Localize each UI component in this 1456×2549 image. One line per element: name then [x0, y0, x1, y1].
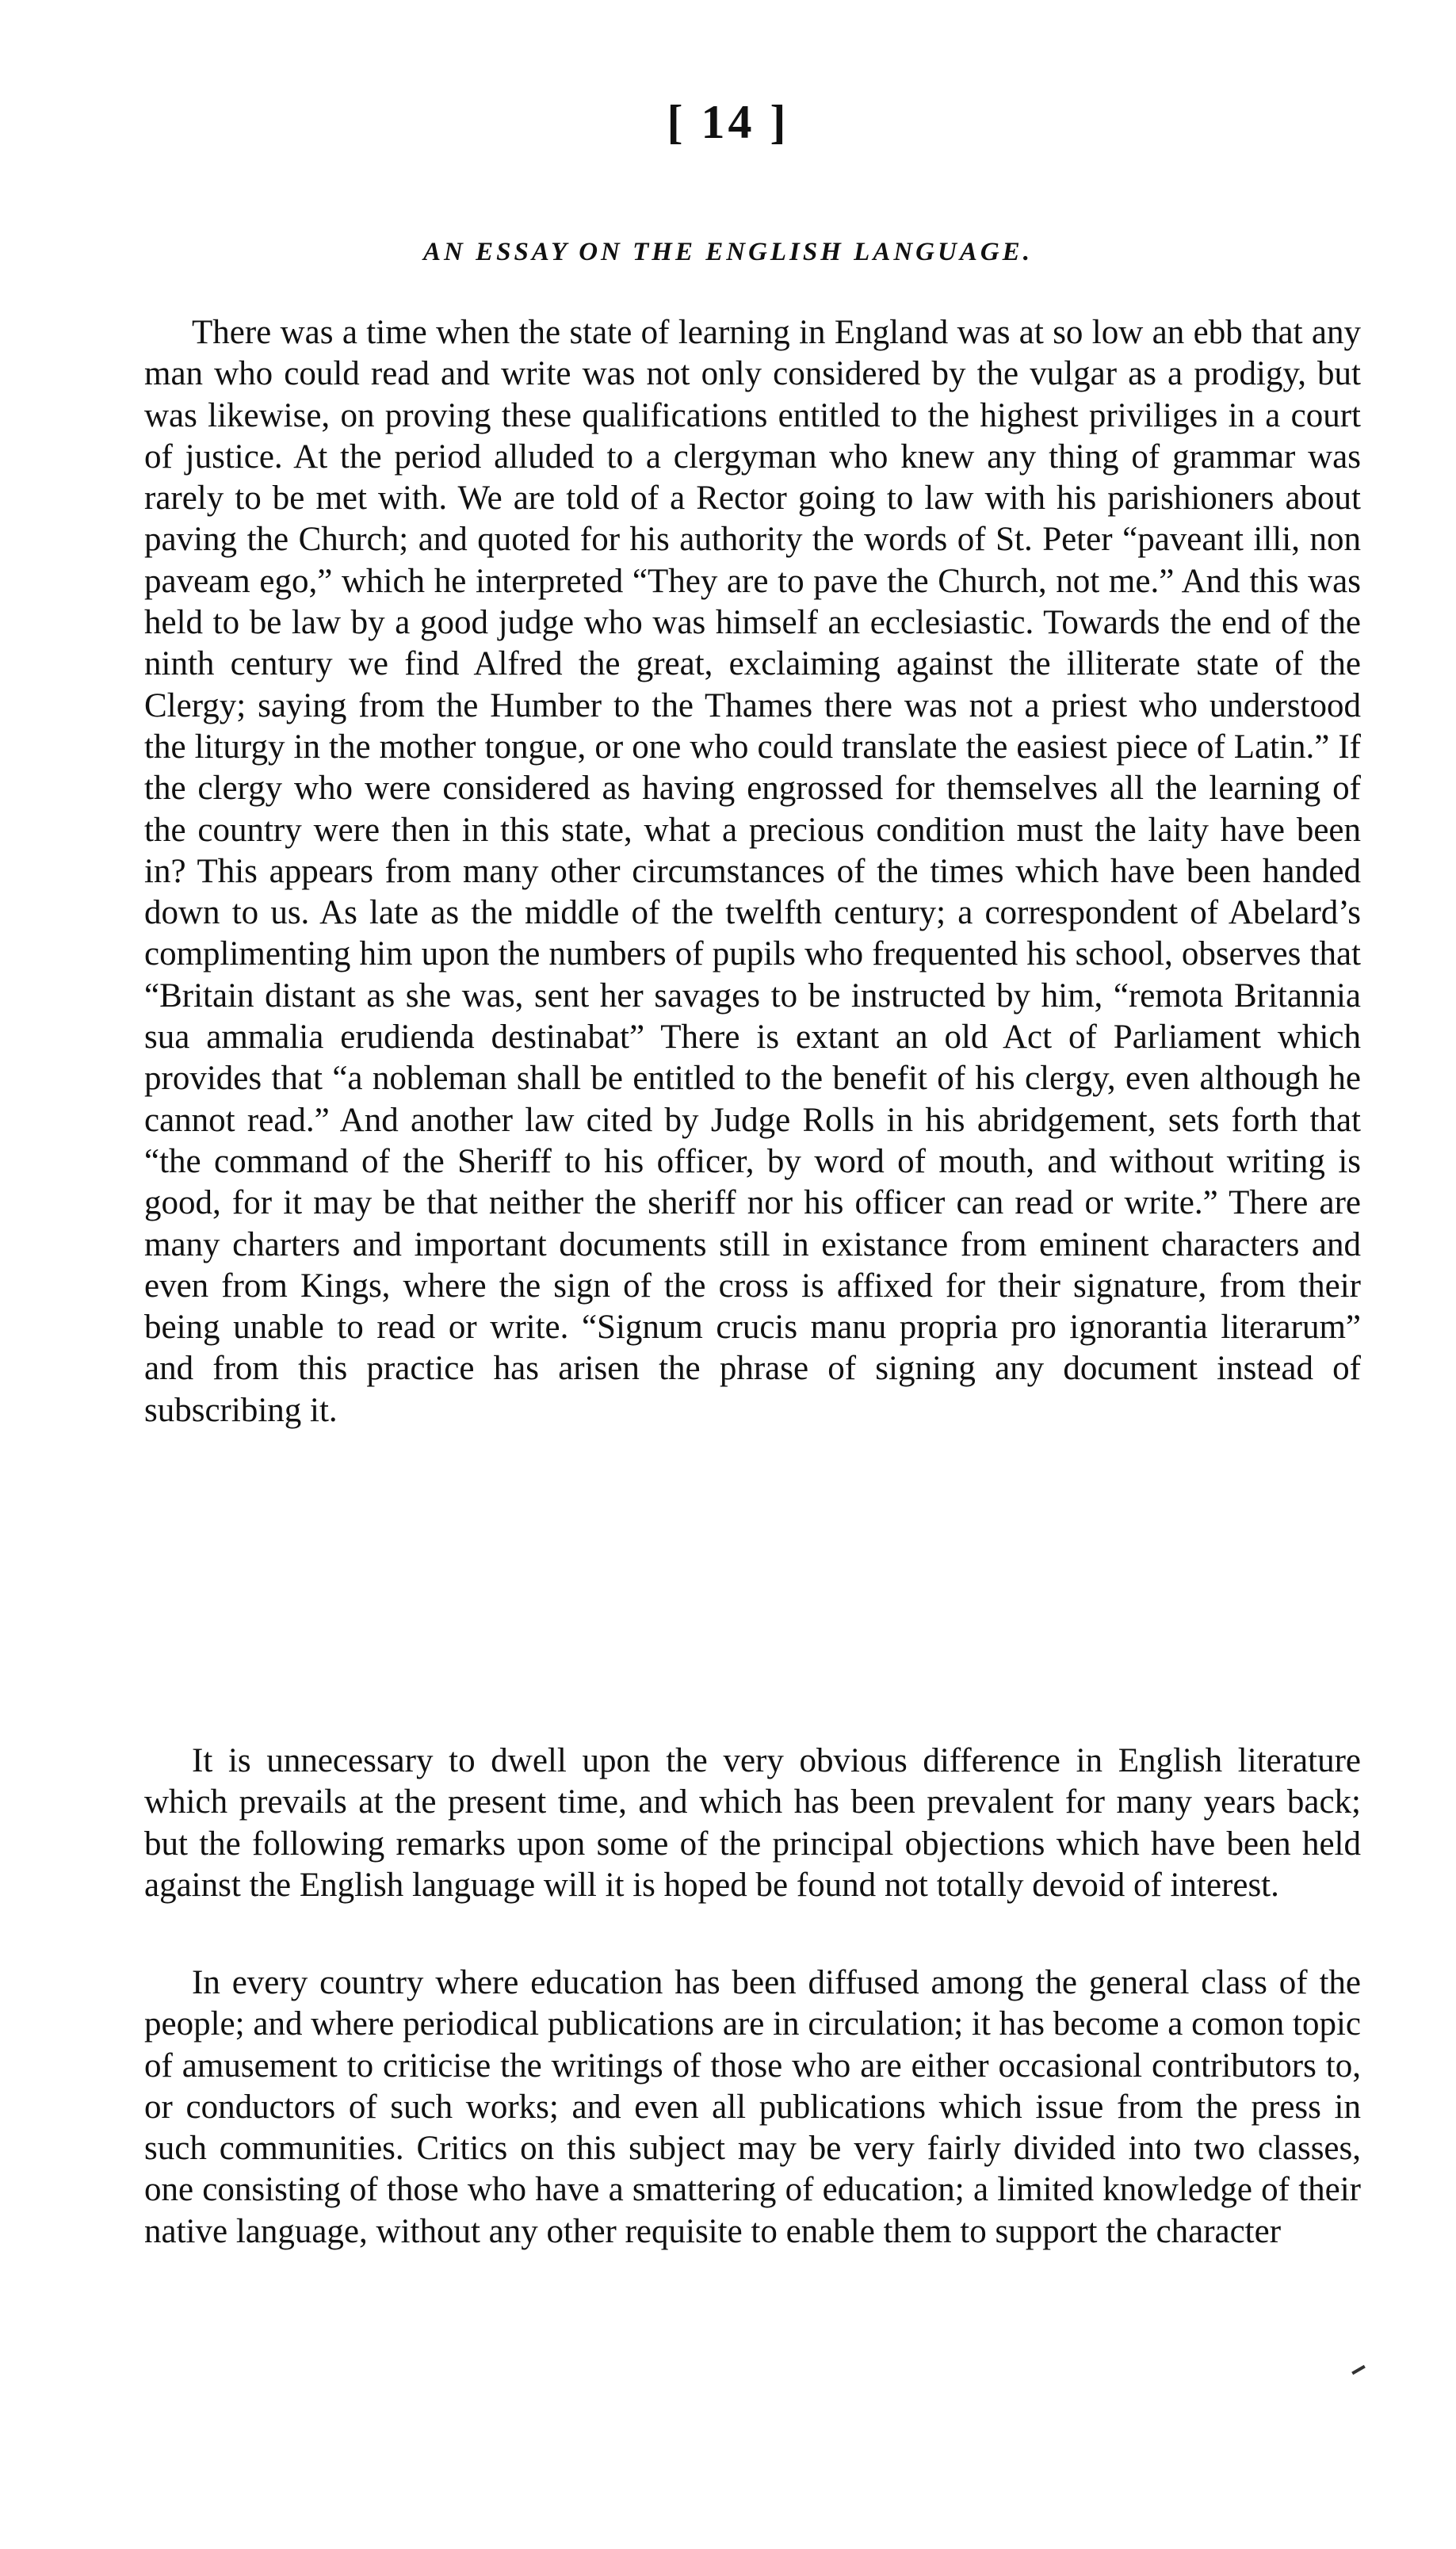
- page-number: [ 14 ]: [667, 96, 789, 148]
- paragraph-3: In every country where education has been diffused among the general class of the people; and where periodical publications are in circulation; it has become a comon topic of amusement to criticise the writings of those who are either occasional contributors to, or conductors of such works; and even all publications which issue from the press in such communities. Critics on this subject may be very fairly divided into two classes, one consisting of those who have a smattering of education; a limited knowledge of their native language, without any other requisite to enable them to support the character: [144, 1964, 1361, 2250]
- printer-mark: [1351, 2365, 1366, 2375]
- essay-title: AN ESSAY ON THE ENGLISH LANGUAGE.: [423, 238, 1033, 266]
- paragraph-2: It is unnecessary to dwell upon the very obvious difference in English literature which prevails at the present time, and which has been prevalent for many years back; but the following remarks upon some of the principal objections which have been held against the English language will it is hoped be found not totally devoid of interest.: [144, 1742, 1361, 1904]
- paragraph-1: There was a time when the state of learning in England was at so low an ebb that any man who could read and write was not only considered by the vulgar as a prodigy, but was likewise, on proving these qualifications entitled to the highest priviliges in a court of justice. At the period alluded to a clergyman who knew any thing of grammar was rarely to be met with. We are told of a Rector going to law with his parishioners about paving the Church; and quoted for his authority the words of St. Peter “paveant illi, non paveam ego,” which he interpreted “They are to pave the Church, not me.” And this was held to be law by a good judge who was himself an ecclesiastic. Towards the end of the ninth century we find Alfred the great, exclaiming against the illiterate state of the Clergy; saying from the Humber to the Thames there was not a priest who understood the liturgy in the mother tongue, or one who could translate the easiest piece of Latin.” If the clergy who were considered as having engrossed for themselves all the learning of the country were then in this state, what a precious condition must the laity have been in? This appears from many other circumstances of the times which have been handed down to us. As late as the middle of the twelfth century; a correspondent of Abelard’s complimenting him upon the numbers of pupils who frequented his school, observes that “Britain distant as she was, sent her savages to be instructed by him, “remota Britannia sua ammalia erudienda destinabat” There is extant an old Act of Parliament which provides that “a nobleman shall be entitled to the benefit of his clergy, even although he cannot read.” And another law cited by Judge Rolls in his abridgement, sets forth that “the command of the Sheriff to his officer, by word of mouth, and without writing is good, for it may be that neither the sheriff nor his officer can read or write.” There are many charters and important documents still in existance from eminent characters and even from Kings, where the sign of the cross is affixed for their signature, from their being unable to read or write. “Signum crucis manu propria pro ignorantia literarum” and from this practice has arisen the phrase of signing any document instead of subscribing it.: [144, 314, 1361, 1429]
